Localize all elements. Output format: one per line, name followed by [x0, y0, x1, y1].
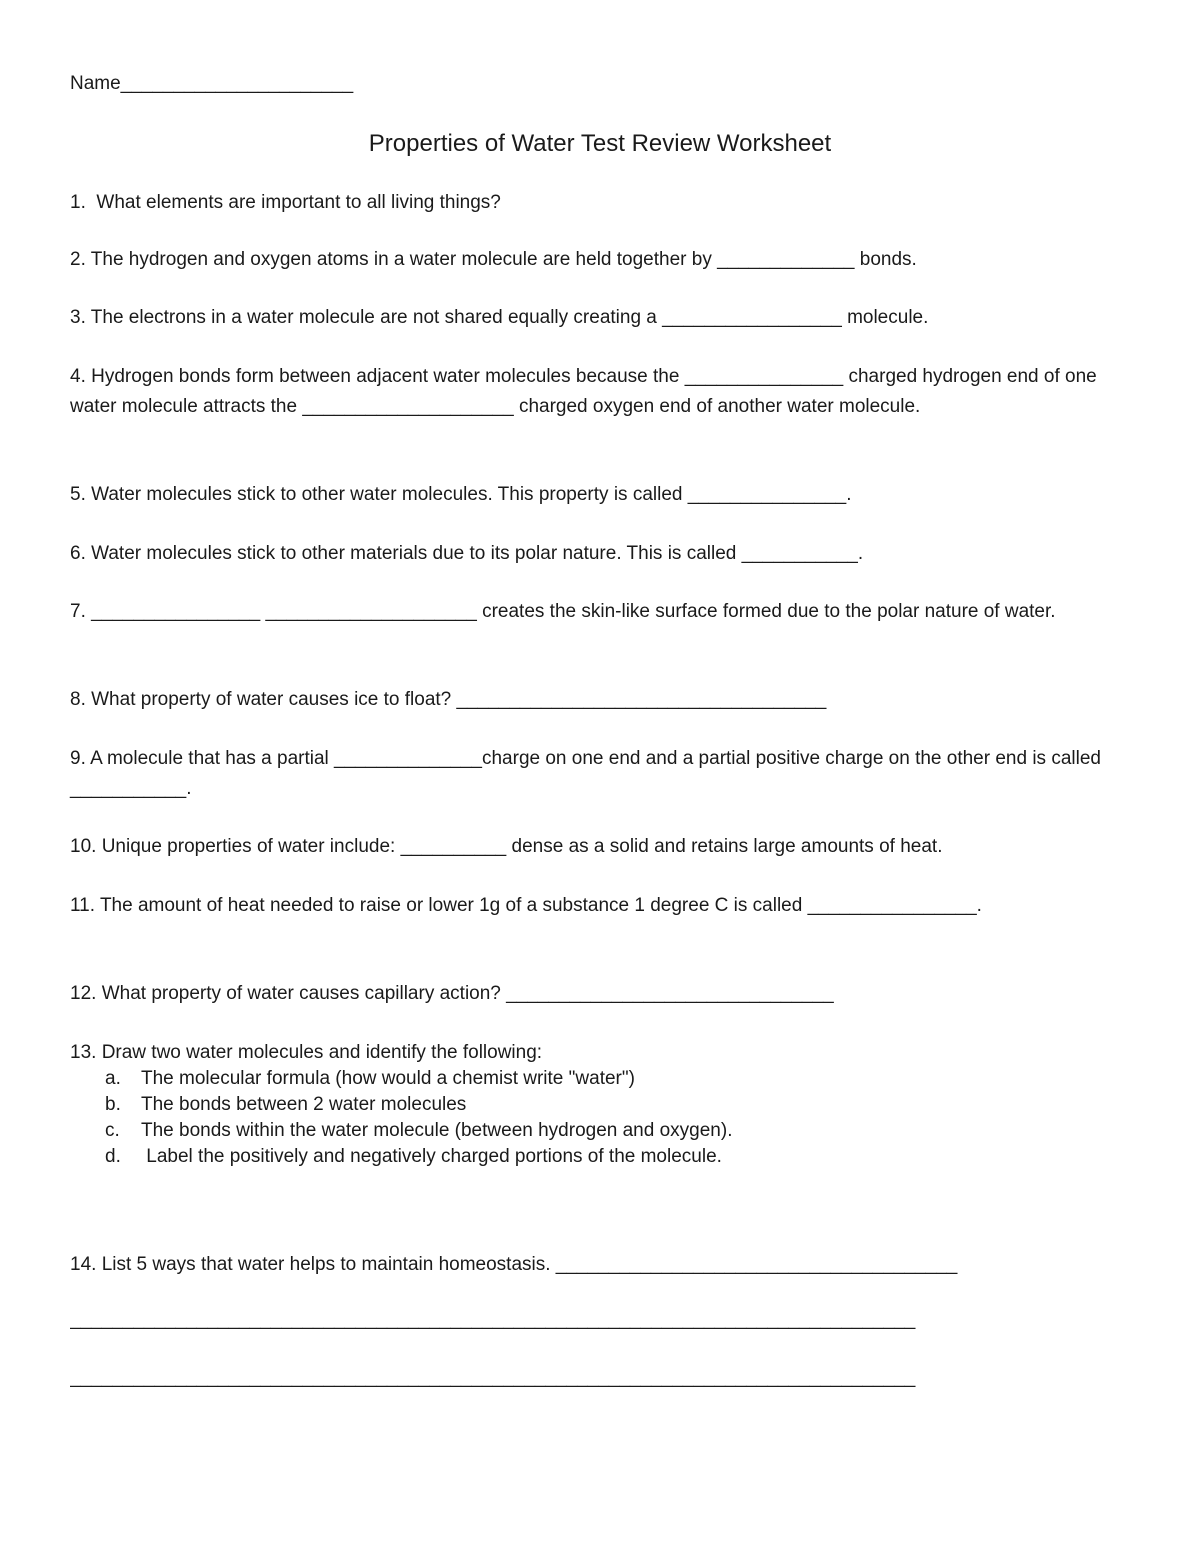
question-12: 12. What property of water causes capillary action? _______________________________ [70, 983, 834, 1004]
item-letter: a. [105, 1068, 121, 1089]
question-7: 7. ________________ ____________________ creates the skin-like surface formed due to the polar nature of water. [70, 601, 1056, 622]
item-letter: c. [105, 1120, 120, 1141]
question-5: 5. Water molecules stick to other water molecules. This property is called _______________. [70, 484, 852, 505]
question-14: 14. List 5 ways that water helps to maintain homeostasis. ______________________________________ [70, 1254, 958, 1275]
question-11: 11. The amount of heat needed to raise or lower 1g of a substance 1 degree C is called ________________. [70, 895, 982, 916]
question-13: 13. Draw two water molecules and identify the following: [70, 1042, 543, 1063]
item-text: The bonds within the water molecule (between hydrogen and oxygen). [141, 1120, 733, 1141]
question-4: 4. Hydrogen bonds form between adjacent water molecules because the _______________ charged hydrogen end of one water molecule attracts the ____________________ charged oxygen end of another water molecule. [70, 366, 1103, 417]
name-field-label: Name______________________ [70, 73, 354, 94]
question-13-item-d [105, 1144, 722, 1171]
question-8: 8. What property of water causes ice to float? ___________________________________ [70, 689, 827, 710]
question-3: 3. The electrons in a water molecule are not shared equally creating a _________________ molecule. [70, 307, 929, 328]
item-text: Label the positively and negatively charged portions of the molecule. [141, 1146, 722, 1167]
item-text: The molecular formula (how would a chemist write "water") [141, 1068, 635, 1089]
answer-line: ________________________________________________________________________________ [70, 1367, 916, 1388]
question-10: 10. Unique properties of water include: __________ dense as a solid and retains large amounts of heat. [70, 836, 943, 857]
page-title: Properties of Water Test Review Worksheet [368, 130, 832, 157]
question-9: 9. A molecule that has a partial ______________charge on one end and a partial positive charge on the other end is called ___________. [70, 748, 1107, 799]
question-13-item-a [105, 1066, 635, 1093]
item-letter: d. [105, 1146, 121, 1167]
question-2: 2. The hydrogen and oxygen atoms in a water molecule are held together by _____________ bonds. [70, 249, 917, 270]
item-letter: b. [105, 1094, 121, 1115]
answer-line: ________________________________________________________________________________ [70, 1309, 916, 1330]
question-13-item-b [105, 1092, 466, 1119]
question-6: 6. Water molecules stick to other materials due to its polar nature. This is called ___________. [70, 543, 864, 564]
item-text: The bonds between 2 water molecules [141, 1094, 467, 1115]
question-1: 1. What elements are important to all living things? [70, 192, 501, 213]
question-13-item-c [105, 1118, 732, 1145]
